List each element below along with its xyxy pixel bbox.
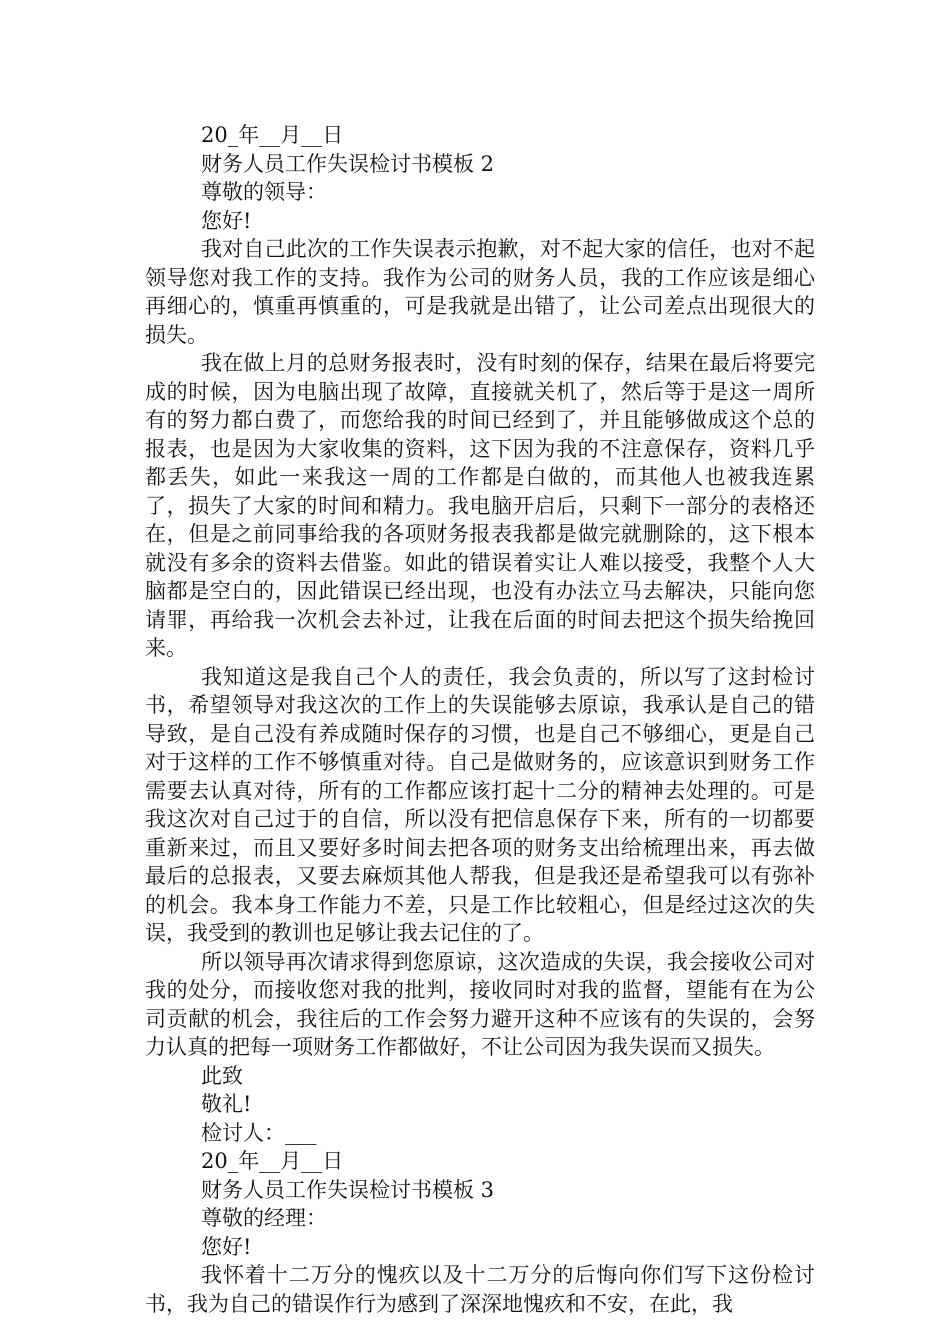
template-3-title: 财务人员工作失误检讨书模板 3 (201, 1177, 495, 1202)
body-paragraph-3-1: 我怀着十二万分的愧疚以及十二万分的后悔向你们写下这份检讨书，我为自己的错误作行为感到了深深地愧疚和不安，在此，我 (145, 1263, 815, 1316)
sign-date-line: 20_年__月__日 (201, 1149, 344, 1173)
body-paragraph-4: 所以领导再次请求得到您原谅，这次造成的失误，我会接收公司对我的处分，而接收您对我的批判，接收同时对我的监督，望能有在为公司贡献的机会，我往后的工作会努力避开这种不应该有的失误的，会努力认真的把每一项财务工作都做好，不让公司因为我失误而又损失。 (145, 949, 815, 1059)
closing-jing-li: 敬礼! (201, 1092, 252, 1116)
greeting: 您好! (201, 208, 252, 233)
greeting-3: 您好! (201, 1234, 252, 1259)
document-page (145, 121, 815, 1318)
body-paragraph-2: 我在做上月的总财务报表时，没有时刻的保存，结果在最后将要完成的时候，因为电脑出现了故障，直接就关机了，然后等于是这一周所有的努力都白费了，而您给我的时间已经到了，并且能够做成这个总的报表，也是因为大家收集的资料，这下因为我的不注意保存，资料几乎都丢失，如此一来我这一周的工作都是白做的，而其他人也被我连累了，损失了大家的时间和精力。我电脑开启后，只剩下一部分的表格还在，但是之前同事给我的各项财务报表我都是做完就删除的，这下根本就没有多余的资料去借鉴。如此的错误着实让人难以接受，我整个人大脑都是空白的，因此错误已经出现，也没有办法立马去解决，只能向您请罪，再给我一次机会去补过，让我在后面的时间去把这个损失给挽回来。 (145, 351, 815, 660)
closing-ci-zhi: 此致 (201, 1063, 243, 1088)
date-line: 20_年__月__日 (201, 123, 344, 147)
body-paragraph-1: 我对自己此次的工作失误表示抱歉，对不起大家的信任，也对不起领导您对我工作的支持。我作为公司的财务人员，我的工作应该是细心再细心的，慎重再慎重的，可是我就是出错了，让公司差点出现很大的损失。 (145, 237, 815, 347)
signer-line: 检讨人：___ (201, 1120, 317, 1145)
body-paragraph-3: 我知道这是我自己个人的责任，我会负责的，所以写了这封检讨书，希望领导对我这次的工作上的失误能够去原谅，我承认是自己的错导致，是自己没有养成随时保存的习惯，也是自己不够细心，更是自己对于这样的工作不够慎重对待。自己是做财务的，应该意识到财务工作需要去认真对待，所有的工作都应该打起十二分的精神去处理的。可是我这次对自己过于的自信，所以没有把信息保存下来，所有的一切都要重新来过，而且又要好多时间去把各项的财务支出给梳理出来，再去做最后的总报表，又要去麻烦其他人帮我，但是我还是希望我可以有弥补的机会。我本身工作能力不差，只是工作比较粗心，但是经过这次的失误，我受到的教训也足够让我去记住的了。 (145, 664, 815, 945)
salutation: 尊敬的领导： (201, 180, 327, 204)
template-2-title: 财务人员工作失误检讨书模板 2 (201, 151, 495, 176)
salutation-3: 尊敬的经理： (201, 1206, 327, 1230)
